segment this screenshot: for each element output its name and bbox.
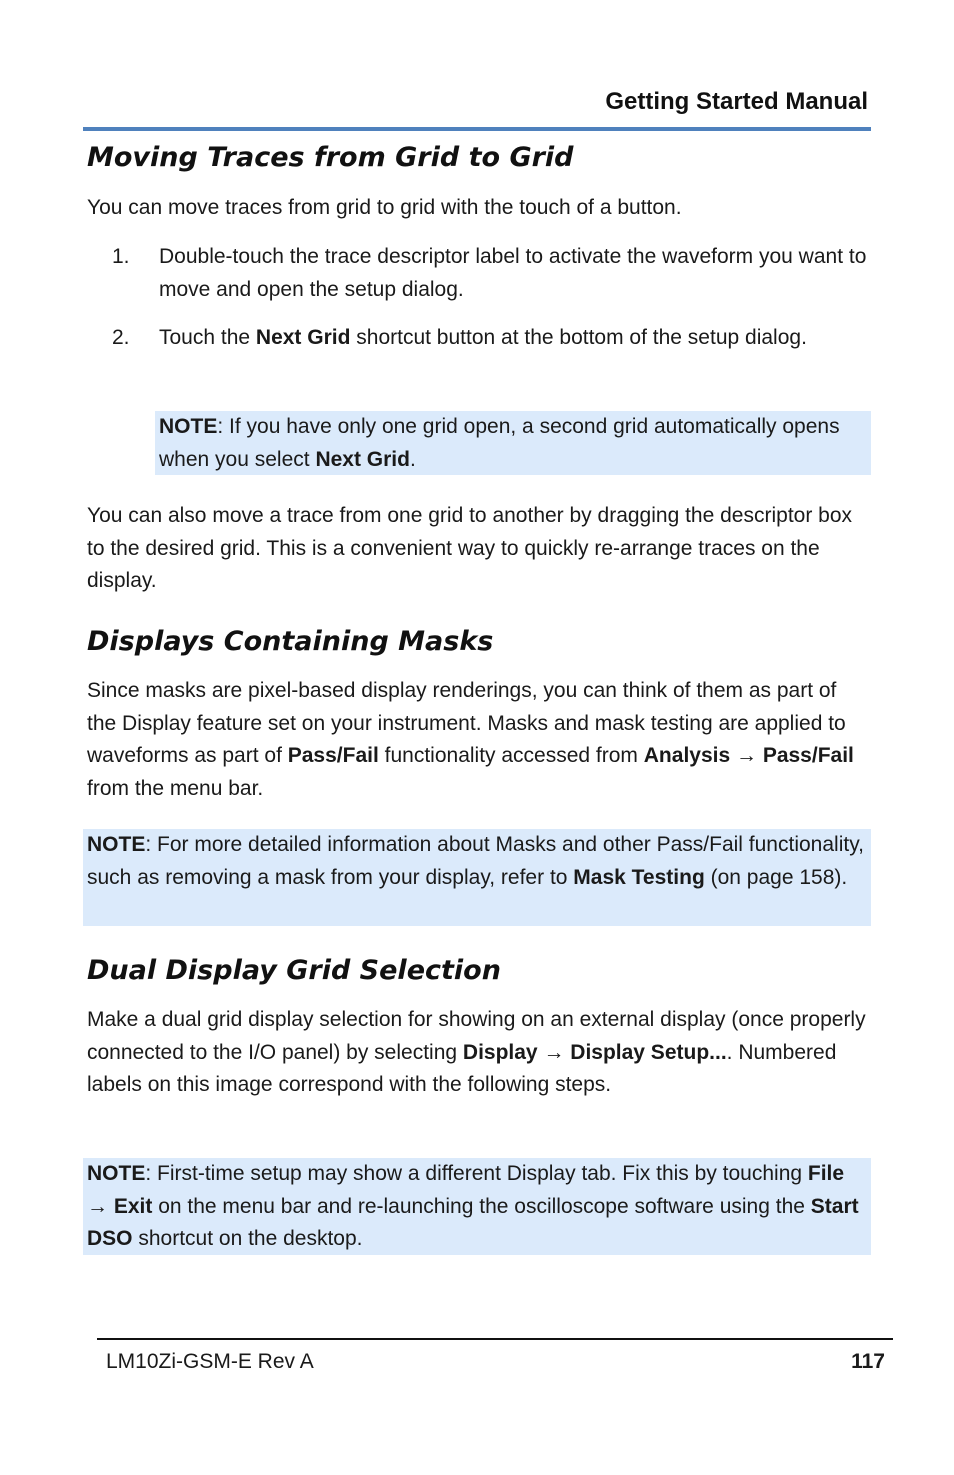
step-number-1: 1. [112,245,130,268]
running-header: Getting Started Manual [605,88,868,115]
note-box-first-time-setup: NOTE: First-time setup may show a different Display tab. Fix this by touching File → Exit on the menu bar and re-launching the oscilloscope software using the Start DSO shortcut on the desktop. [83,1158,871,1255]
masks-paragraph: Since masks are pixel-based display renderings, you can think of them as part of the Display feature set on your instrument. Masks and mask testing are applied to waveforms as part of Pass/Fail functionality accessed from Analysis → Pass/Fail from the menu bar. [87,679,854,800]
document-id: LM10Zi-GSM-E Rev A [106,1350,314,1373]
intro-paragraph: You can move traces from grid to grid with the touch of a button. [87,196,682,219]
footer-rule [97,1338,893,1340]
drag-paragraph: You can also move a trace from one grid to another by dragging the descriptor box to the desired grid. This is a convenient way to quickly re-arrange traces on the display. [87,504,853,592]
header-rule [83,127,871,131]
note-box-mask-testing: NOTE: For more detailed information about Masks and other Pass/Fail functionality, such as removing a mask from your display, refer to Mask Testing (on page 158). [83,829,871,926]
step-text-2: Touch the Next Grid shortcut button at the bottom of the setup dialog. [159,326,807,349]
step-text-1: Double-touch the trace descriptor label to activate the waveform you want to move and open the setup dialog. [159,245,867,301]
page-number: 117 [851,1350,885,1373]
heading-dual-display: Dual Display Grid Selection [87,955,501,986]
step-number-2: 2. [112,326,130,349]
dual-display-paragraph: Make a dual grid display selection for showing on an external display (once properly connected to the I/O panel) by selecting Display → Display Setup.... Numbered labels on this image correspond with the following steps. [87,1008,866,1096]
heading-moving-traces: Moving Traces from Grid to Grid [87,142,574,173]
note-box-next-grid: NOTE: If you have only one grid open, a second grid automatically opens when you select Next Grid. [155,411,871,475]
heading-masks: Displays Containing Masks [87,626,494,657]
